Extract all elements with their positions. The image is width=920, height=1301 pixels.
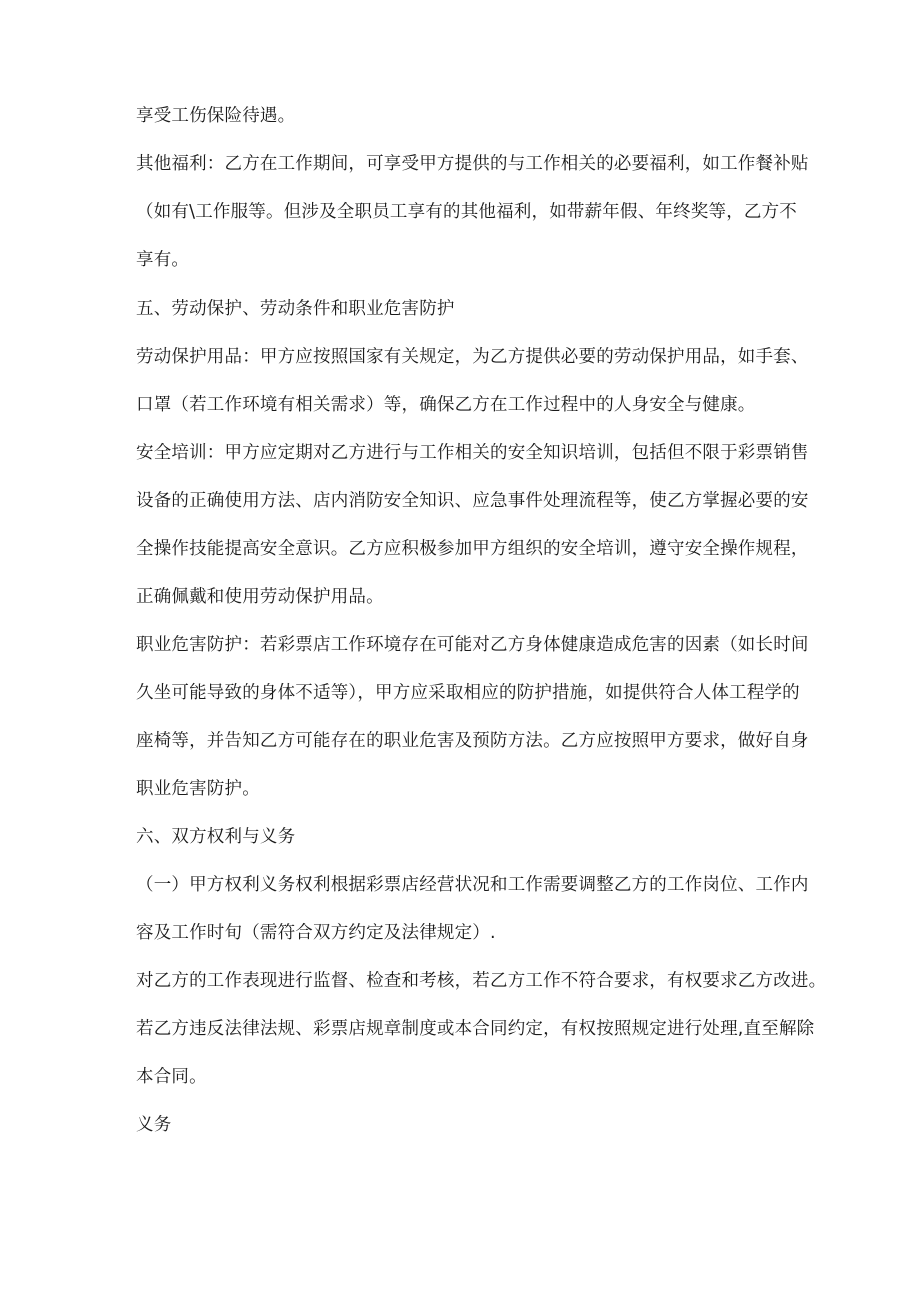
text-line: 享受工伤保险待遇。 bbox=[136, 106, 296, 126]
subsection-heading: 义务 bbox=[136, 1115, 172, 1135]
text-line: 容及工作时旬（需符合双方约定及法律规定）. bbox=[136, 923, 496, 943]
section-heading: 五、劳动保护、劳动条件和职业危害防护 bbox=[136, 299, 455, 319]
text-line: 设备的正确使用方法、店内消防安全知识、应急事件处理流程等，使乙方掌握必要的安 bbox=[136, 491, 809, 511]
section-heading: 六、双方权利与义务 bbox=[136, 827, 296, 847]
text-line: 久坐可能导致的身体不适等），甲方应采取相应的防护措施，如提供符合人体工程学的 bbox=[136, 683, 800, 703]
text-line: 职业危害防护：若彩票店工作环境存在可能对乙方身体健康造成危害的因素（如长时间 bbox=[136, 635, 809, 655]
text-line: 享有。 bbox=[136, 250, 190, 270]
text-line: 劳动保护用品：甲方应按照国家有关规定，为乙方提供必要的劳动保护用品，如手套、 bbox=[136, 347, 809, 367]
text-line: 职业危害防护。 bbox=[136, 779, 260, 799]
text-line: （如有\工作服等。但涉及全职员工享有的其他福利，如带薪年假、年终奖等，乙方不 bbox=[136, 202, 797, 222]
text-line: 全操作技能提高安全意识。乙方应积极参加甲方组织的安全培训，遵守安全操作规程， bbox=[136, 539, 809, 559]
text-line: 安全培训：甲方应定期对乙方进行与工作相关的安全知识培训，包括但不限于彩票销售 bbox=[136, 443, 809, 463]
text-line: 正确佩戴和使用劳动保护用品。 bbox=[136, 587, 384, 607]
text-line: 对乙方的工作表现进行监督、检查和考核，若乙方工作不符合要求，有权要求乙方改进。 bbox=[136, 971, 827, 991]
text-line: （一）甲方权利义务权利根据彩票店经营状况和工作需要调整乙方的工作岗位、工作内 bbox=[136, 875, 809, 895]
text-line: 口罩（若工作环境有相关需求）等，确保乙方在工作过程中的人身安全与健康。 bbox=[136, 395, 756, 415]
text-line: 本合同。 bbox=[136, 1067, 207, 1087]
text-line: 若乙方违反法律法规、彩票店规章制度或本合同约定，有权按照规定进行处理,直至解除 bbox=[136, 1019, 815, 1039]
text-line: 座椅等，并告知乙方可能存在的职业危害及预防方法。乙方应按照甲方要求，做好自身 bbox=[136, 731, 809, 751]
text-line: 其他福利：乙方在工作期间，可享受甲方提供的与工作相关的必要福利，如工作餐补贴 bbox=[136, 154, 809, 174]
